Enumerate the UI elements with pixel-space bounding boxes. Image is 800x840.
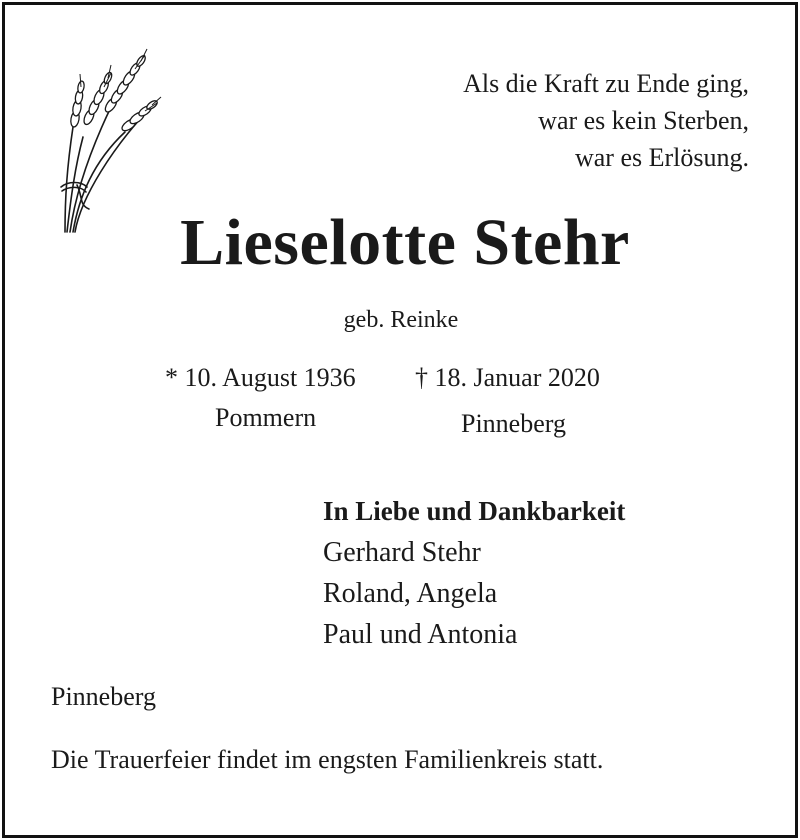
quote-line: war es Erlösung. bbox=[574, 143, 749, 172]
death-place: Pinneberg bbox=[461, 409, 566, 438]
mourner-name: Paul und Antonia bbox=[323, 619, 518, 650]
birth-date: * 10. August 1936 bbox=[165, 363, 356, 392]
mourners-heading: In Liebe und Dankbarkeit bbox=[323, 496, 626, 526]
death-date: † 18. Januar 2020 bbox=[415, 363, 600, 392]
memorial-quote bbox=[463, 65, 749, 176]
city-name: Pinneberg bbox=[51, 682, 156, 711]
birth-place: Pommern bbox=[215, 403, 317, 432]
mourners-block bbox=[323, 491, 625, 655]
obituary-frame bbox=[2, 2, 798, 838]
maiden-name: geb. Reinke bbox=[343, 307, 459, 333]
funeral-notice: Die Trauerfeier findet im engsten Familienkreis statt. bbox=[51, 745, 604, 774]
mourner-name: Gerhard Stehr bbox=[323, 537, 481, 568]
quote-line: war es kein Sterben, bbox=[538, 106, 749, 135]
deceased-name: Lieselotte Stehr bbox=[180, 206, 630, 279]
mourner-name: Roland, Angela bbox=[323, 578, 498, 609]
quote-line: Als die Kraft zu Ende ging, bbox=[463, 69, 749, 98]
